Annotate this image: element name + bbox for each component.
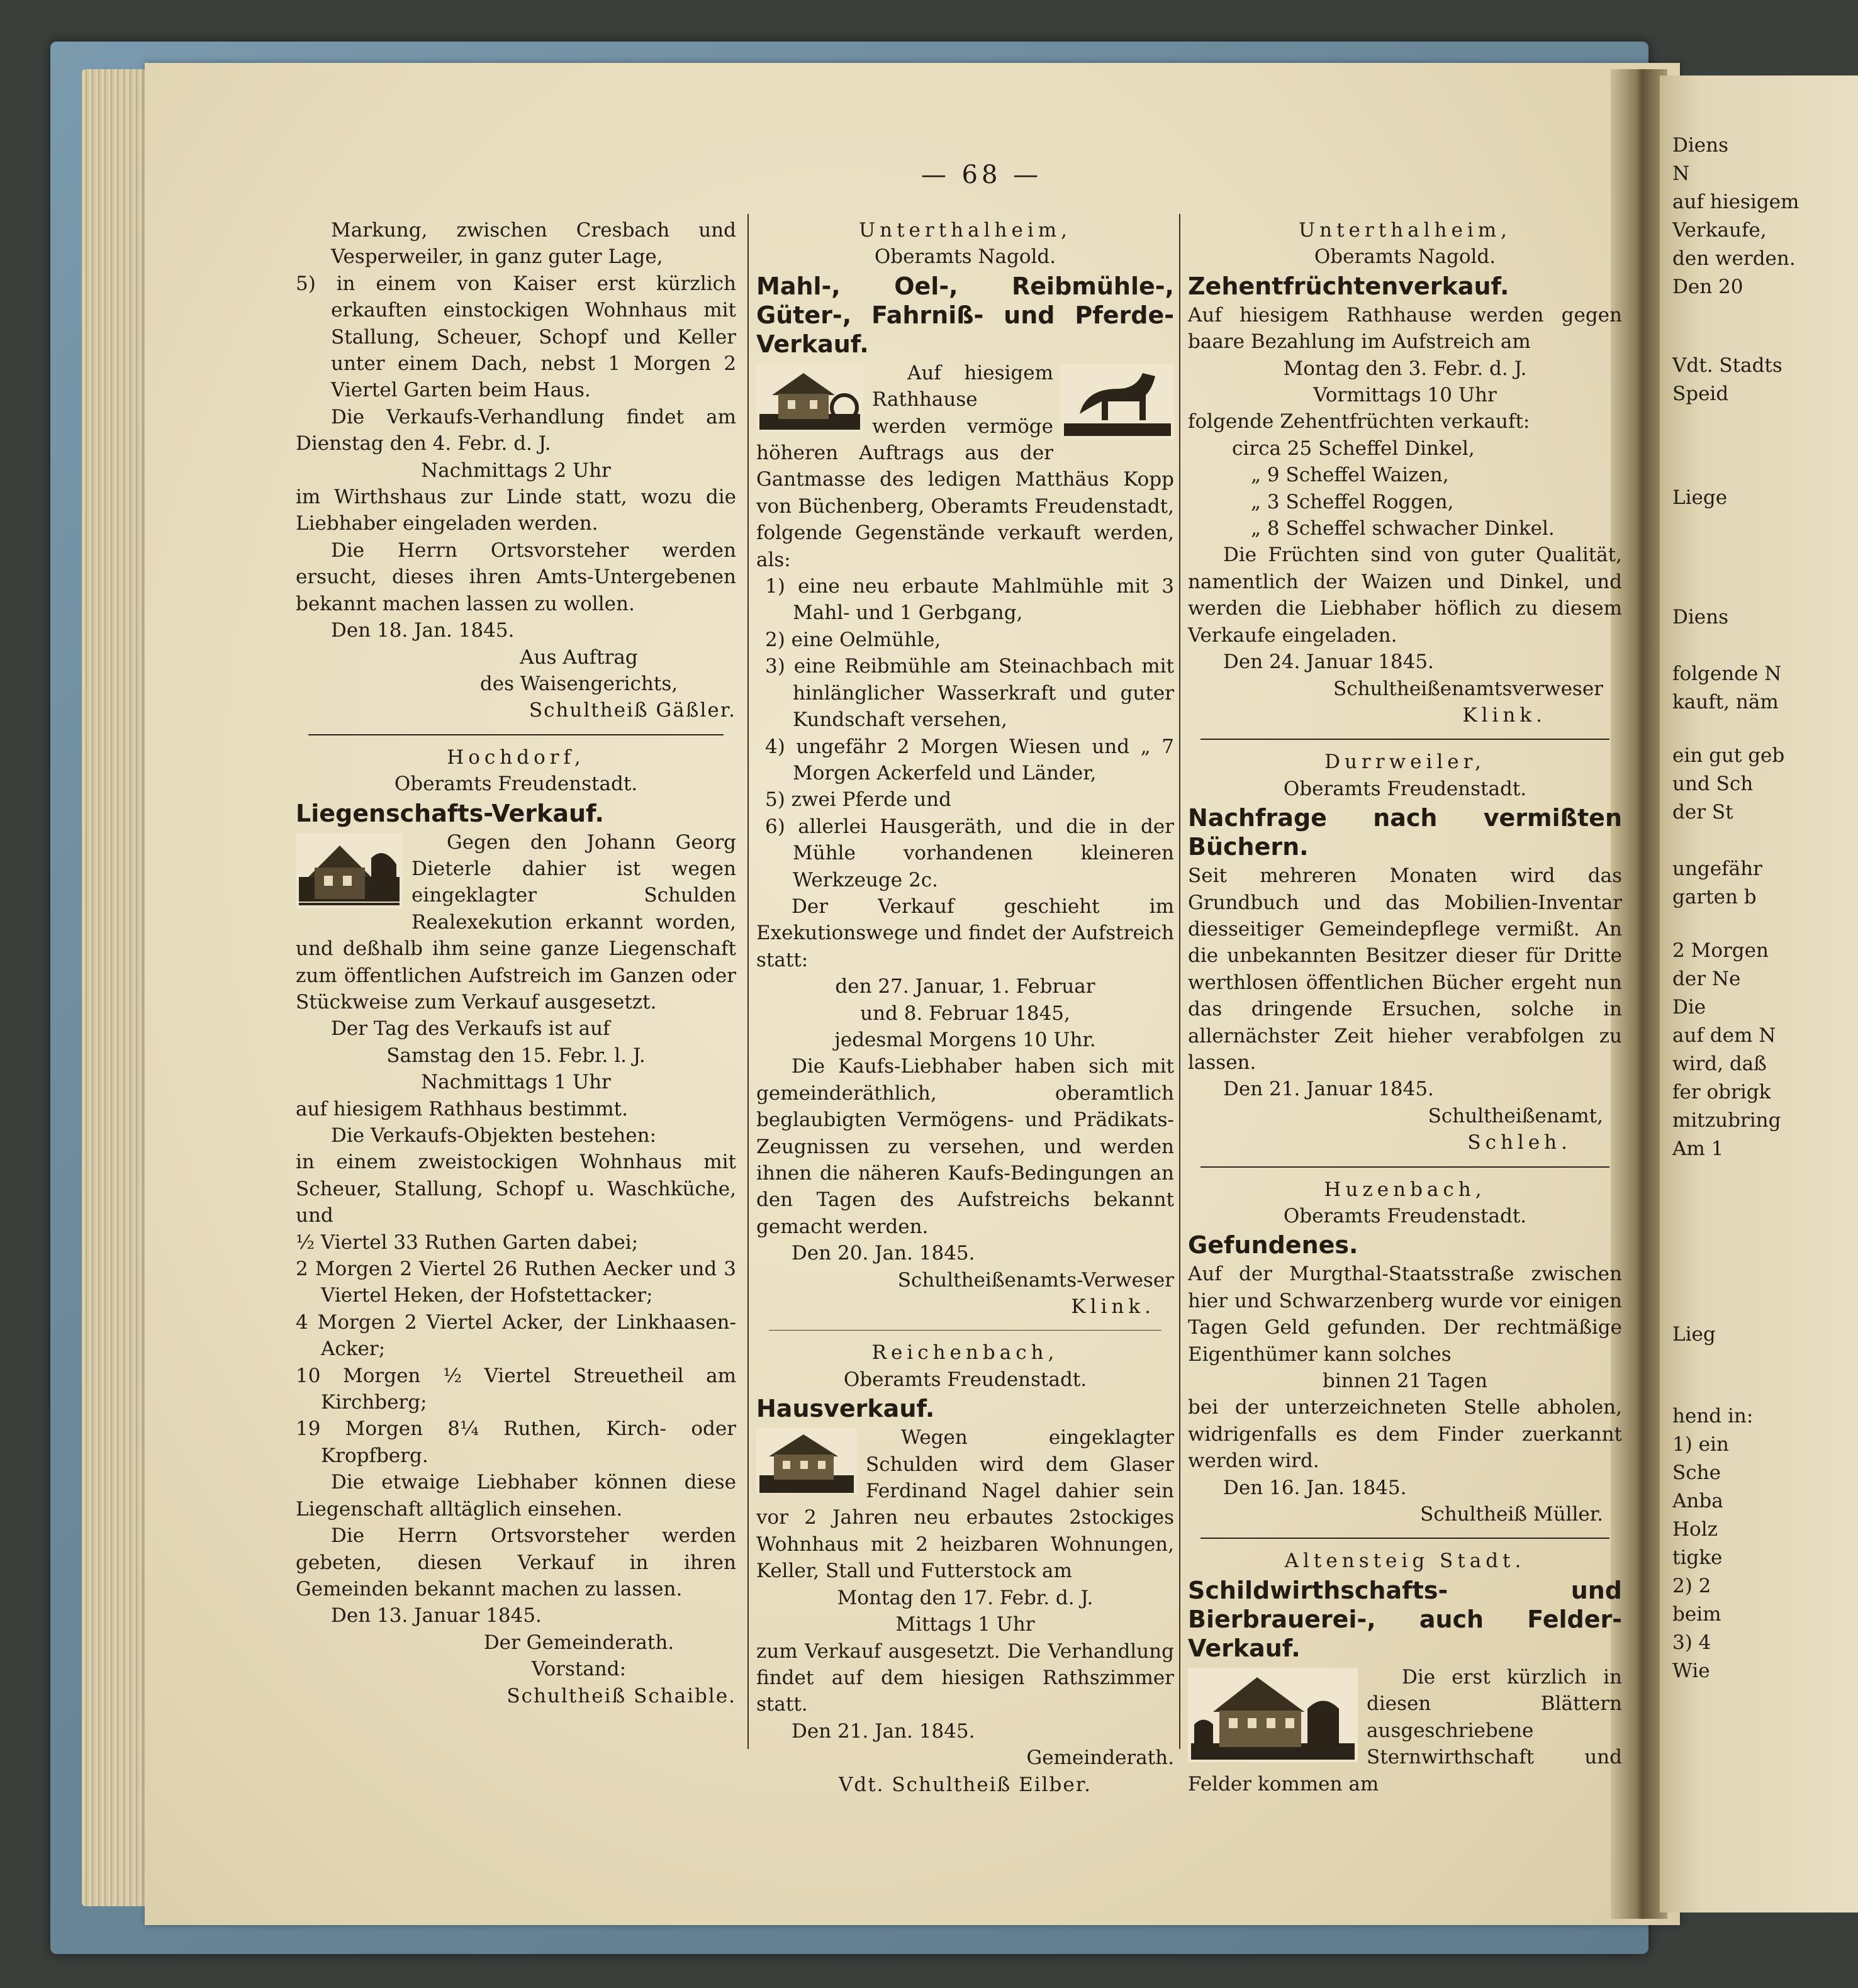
signature-line: Schultheißenamt, <box>1428 1104 1603 1127</box>
list-item: 5) zwei Pferde und <box>765 788 951 812</box>
list-item: circa 25 Scheffel Dinkel, <box>1232 437 1475 460</box>
list-item: 1) eine neu erbaute Mahlmühle mit 3 Mahl- und 1 Gerbgang, <box>765 575 1174 625</box>
text-line: Gegen den Johann Georg Dieterle dahier ist wegen eingeklagter Schulden Realexekution erkannt worden, und deßhalb ihm seine ganze Liegenschaft zum öffentlichen Aufstreich im Ganzen oder Stückweise zum Verkauf ausgesetzt. <box>296 830 736 1014</box>
next-page-fragment: auf dem N <box>1672 1024 1776 1047</box>
text-line: Auf hiesigem Rathhause werden gegen baare Bezahlung im Aufstreich am <box>1188 303 1622 354</box>
text-line: Die Kaufs-Liebhaber haben sich mit gemeinderäthlich, oberamtlich beglaubigten Vermögens- und Prädikats-Zeugnissen zu versehen, und werden ihnen die näheren Kaufs-Bedingungen an den Tagen des Aufstreichs bekannt gemacht werden. <box>756 1055 1174 1238</box>
ad-amt: Oberamts Nagold. <box>1314 245 1496 269</box>
text-line: Auf hiesigem Rathhause werden vermöge höheren Auftrags aus der Gantmasse des ledigen Matthäus Kopp von Büchenberg, Oberamts Freudenstadt, folgende Gegenstände verkauft werden, als: <box>756 361 1174 571</box>
ad-place: Reichenbach, <box>871 1341 1059 1365</box>
signature-line: Schultheißenamtsverweser <box>1333 677 1603 700</box>
next-page-fragment: Speid <box>1672 383 1729 405</box>
text-line: Vormittags 10 Uhr <box>1313 384 1497 407</box>
text-line: Montag den 3. Febr. d. J. <box>1283 357 1527 380</box>
next-page-fragment: den werden. <box>1672 247 1796 270</box>
ad-place: Unterthalheim, <box>858 219 1072 242</box>
text-line: Nachmittags 1 Uhr <box>421 1071 611 1094</box>
next-page-fragment: Diens <box>1672 134 1728 157</box>
ad-title: Liegenschafts-Verkauf. <box>296 799 604 827</box>
signature-name: Schultheiß Gäßler. <box>529 699 736 722</box>
text-line: Auf der Murgthal-Staatsstraße zwischen hier und Schwarzenberg wurde vor einigen Tagen Geld gefunden. Der rechtmäßige Eigenthümer kann solches <box>1188 1263 1622 1366</box>
next-page-fragment: Vdt. Stadts <box>1672 354 1782 377</box>
next-page-fragment: Diens <box>1672 606 1728 628</box>
ad-amt: Oberamts Freudenstadt. <box>1283 1205 1527 1227</box>
ad-title: Gefundenes. <box>1188 1231 1358 1259</box>
next-page-fragment: der Ne <box>1672 968 1741 990</box>
text-line: auf hiesigem Rathhaus bestimmt. <box>296 1097 628 1120</box>
ad-separator <box>1200 739 1609 740</box>
column-left <box>296 217 736 1709</box>
next-page-fragment: Am 1 <box>1672 1137 1724 1160</box>
woodcut-mill-icon <box>756 364 863 433</box>
next-page-fragment: Anba <box>1672 1490 1723 1512</box>
next-page-fragment: N <box>1672 162 1690 185</box>
signature-name: Schultheiß Schaible. <box>506 1684 736 1707</box>
ad-separator <box>308 734 724 735</box>
next-page-fragment: tigke <box>1672 1546 1723 1569</box>
next-page-fragment: wird, daß <box>1672 1053 1767 1075</box>
next-page-fragment: Sche <box>1672 1461 1721 1484</box>
ad-separator <box>1200 1538 1609 1539</box>
woodcut-horse-icon <box>1061 364 1174 439</box>
text-line: bei der unterzeichneten Stelle abholen, widrigenfalls es dem Finder zuerkannt werden wird. <box>1188 1396 1622 1473</box>
date-line: Den 16. Jan. 1845. <box>1223 1476 1407 1499</box>
column-right <box>1188 217 1622 1797</box>
text-line: Wegen eingeklagter Schulden wird dem Glaser Ferdinand Nagel dahier sein vor 2 Jahren neu erbautes 2stockiges Wohnhaus mit 2 heizbaren Wohnungen, Keller, Stall und Futterstock am <box>756 1426 1174 1583</box>
ad-title: Schildwirthschafts- und Bierbrauerei-, auch Felder-Verkauf. <box>1188 1576 1622 1662</box>
page-number: — 68 — <box>921 160 1043 189</box>
date-line: Den 20. Jan. 1845. <box>792 1242 975 1265</box>
signature-name: Vdt. Schultheiß Eilber. <box>838 1773 1092 1796</box>
next-page-fragment: und Sch <box>1672 773 1754 795</box>
ad-separator <box>1200 1166 1609 1168</box>
date-line: Den 24. Januar 1845. <box>1223 651 1434 674</box>
next-page-fragment: kauft, näm <box>1672 691 1779 713</box>
next-page-fragment: beim <box>1672 1603 1721 1626</box>
text-line: in einem zweistockigen Wohnhaus mit Scheuer, Stallung, Schopf u. Waschküche, und <box>296 1151 736 1227</box>
next-page-fragment: Die <box>1672 996 1706 1019</box>
next-page-fragment: 2) 2 <box>1672 1575 1711 1597</box>
next-page-fragment: Lieg <box>1672 1323 1716 1346</box>
ad-place: Altensteig Stadt. <box>1284 1550 1526 1573</box>
next-page-fragment: Holz <box>1672 1518 1718 1541</box>
signature-name: Schultheiß Müller. <box>1420 1503 1603 1526</box>
text-line: binnen 21 Tagen <box>1322 1370 1488 1393</box>
list-item: 2 Morgen 2 Viertel 26 Ruthen Aecker und 3 Viertel Heken, der Hofstettacker; <box>296 1258 736 1307</box>
list-item: 4 Morgen 2 Viertel Acker, der Linkhaasen-Acker; <box>296 1310 736 1361</box>
text-line: Markung, zwischen Cresbach und Vesperweiler, in ganz guter Lage, <box>331 219 736 269</box>
ad-place: Hochdorf, <box>447 746 585 769</box>
date-line: Den 21. Januar 1845. <box>1223 1078 1434 1101</box>
ad-place: Durrweiler, <box>1324 751 1486 774</box>
list-item: 6) allerlei Hausgeräth, und die in der Mühle vorhandenen kleineren Werkzeuge 2c. <box>765 815 1174 891</box>
signature-name: Klink. <box>1071 1295 1155 1319</box>
date-line: Den 18. Jan. 1845. <box>331 619 515 642</box>
next-page-fragment: Den 20 <box>1672 276 1743 298</box>
text-line: 5) in einem von Kaiser erst kürzlich erkauften einstockigen Wohnhaus mit Stallung, Scheuer, Schopf und Keller unter einem Dach, nebst 1 Morgen 2 Viertel Garten beim Haus. <box>296 272 736 402</box>
ad-amt: Oberamts Freudenstadt. <box>394 773 638 796</box>
list-item: 3) eine Reibmühle am Steinachbach mit hinlänglicher Wasserkraft und guter Kundschaft versehen, <box>765 655 1174 732</box>
signature-line: des Waisengerichts, <box>479 672 678 695</box>
text-line: im Wirthshaus zur Linde statt, wozu die Liebhaber eingeladen werden. <box>296 486 736 535</box>
text-line: Der Verkauf geschieht im Exekutionswege und findet der Aufstreich statt: <box>756 895 1174 971</box>
text-line: Die Herrn Ortsvorsteher werden gebeten, diesen Verkauf in ihren Gemeinden bekannt machen zu lassen. <box>296 1524 736 1600</box>
signature-name: Klink. <box>1462 703 1547 727</box>
text-line: jedesmal Morgens 10 Uhr. <box>834 1028 1096 1051</box>
column-rule-2 <box>1179 214 1180 1749</box>
column-middle <box>756 217 1174 1798</box>
text-line: folgende Zehentfrüchten verkauft: <box>1188 410 1530 433</box>
text-line: Die Früchten sind von guter Qualität, namentlich der Waizen und Dinkel, und werden die Liebhaber höflich zu diesem Verkaufe eingeladen. <box>1188 544 1622 647</box>
text-line: Die Verkaufs-Objekten bestehen: <box>331 1124 657 1147</box>
woodcut-inn-icon <box>1188 1668 1358 1762</box>
date-line: Den 21. Jan. 1845. <box>792 1719 975 1743</box>
ad-separator <box>769 1330 1161 1331</box>
column-rule-1 <box>747 214 749 1749</box>
ad-amt: Oberamts Freudenstadt. <box>1283 777 1527 800</box>
woodcut-house-icon <box>756 1428 857 1494</box>
next-page-fragment: 2 Morgen <box>1672 939 1769 962</box>
signature-name: Schleh. <box>1467 1131 1572 1154</box>
signature-line: Vorstand: <box>531 1658 627 1681</box>
text-line: Seit mehreren Monaten wird das Grundbuch und das Mobilien-Inventar diesseitiger Gemeindepflege vermißt. An die unbekannten Besitzer dieser für Dritte werthlosen öffentlichen Bücher ergeht nun das dringende Ersuchen, solche in allernächster Zeit hieher verabfolgen zu lassen. <box>1188 864 1622 1074</box>
text-line: Samstag den 15. Febr. l. J. <box>386 1044 646 1067</box>
woodcut-building-icon <box>296 833 403 908</box>
next-page-fragment: 1) ein <box>1672 1433 1729 1456</box>
list-item: „ 9 Scheffel Waizen, <box>1251 464 1449 487</box>
signature-line: Gemeinderath. <box>1026 1746 1174 1770</box>
signature-line: Schultheißenamts-Verweser <box>897 1268 1174 1292</box>
ad-title: Hausverkauf. <box>756 1395 935 1423</box>
next-page-fragment: Verkaufe, <box>1672 219 1767 242</box>
text-line: den 27. Januar, 1. Februar <box>835 975 1095 998</box>
list-item: 4) ungefähr 2 Morgen Wiesen und „ 7 Morgen Ackerfeld und Länder, <box>765 735 1174 785</box>
text-line: Der Tag des Verkaufs ist auf <box>331 1017 610 1041</box>
next-page-fragment: auf hiesigem <box>1672 191 1799 213</box>
list-item: 2) eine Oelmühle, <box>765 628 941 651</box>
next-page-fragment: ungefähr <box>1672 857 1762 880</box>
next-page-fragment: mitzubring <box>1672 1109 1781 1132</box>
ad-title: Zehentfrüchtenverkauf. <box>1188 272 1509 300</box>
next-page-fragment: 3) 4 <box>1672 1631 1711 1654</box>
text-line: Die Verkaufs-Verhandlung findet am Dienstag den 4. Febr. d. J. <box>296 405 736 455</box>
ad-title: Nachfrage nach vermißten Büchern. <box>1188 804 1622 861</box>
ad-place: Unterthalheim, <box>1298 219 1511 242</box>
text-line: Mittags 1 Uhr <box>895 1613 1035 1636</box>
text-line: Die erst kürzlich in diesen Blättern ausgeschriebene Sternwirthschaft und Felder kommen am <box>1188 1665 1622 1795</box>
signature-line: Aus Auftrag <box>520 645 638 669</box>
list-item: 19 Morgen 8¼ Ruthen, Kirch- oder Kropfberg. <box>296 1417 736 1467</box>
list-item: 10 Morgen ½ Viertel Streuetheil am Kirchberg; <box>296 1364 736 1414</box>
list-item: „ 3 Scheffel Roggen, <box>1251 490 1454 513</box>
text-line: zum Verkauf ausgesetzt. Die Verhandlung findet auf dem hiesigen Rathszimmer statt. <box>756 1639 1174 1716</box>
next-page-fragment: garten b <box>1672 886 1757 908</box>
text-line: Montag den 17. Febr. d. J. <box>837 1586 1094 1609</box>
next-page-fragment: fer obrigk <box>1672 1081 1771 1103</box>
next-page-edge <box>1660 75 1858 1913</box>
list-item: „ 8 Scheffel schwacher Dinkel. <box>1251 517 1555 540</box>
text-line: Die etwaige Liebhaber können diese Liegenschaft alltäglich einsehen. <box>296 1471 736 1521</box>
next-page-fragment: Liege <box>1672 486 1728 509</box>
ad-place: Huzenbach, <box>1324 1178 1486 1201</box>
next-page-fragment: folgende N <box>1672 662 1782 685</box>
signature-line: Der Gemeinderath. <box>483 1631 674 1654</box>
text-line: Die Herrn Ortsvorsteher werden ersucht, dieses ihren Amts-Untergebenen bekannt machen lassen zu wollen. <box>296 539 736 615</box>
date-line: Den 13. Januar 1845. <box>331 1604 542 1628</box>
ad-amt: Oberamts Freudenstadt. <box>843 1368 1087 1391</box>
ad-amt: Oberamts Nagold. <box>874 245 1056 269</box>
text-line: Nachmittags 2 Uhr <box>421 459 611 482</box>
next-page-fragment: Wie <box>1672 1660 1710 1682</box>
next-page-fragment: ein gut geb <box>1672 744 1785 767</box>
list-item: ½ Viertel 33 Ruthen Garten dabei; <box>296 1231 639 1254</box>
ad-title: Mahl-, Oel-, Reibmühle-, Güter-, Fahrniß- und Pferde-Verkauf. <box>756 272 1174 358</box>
next-page-fragment: der St <box>1672 801 1733 824</box>
text-line: und 8. Februar 1845, <box>860 1002 1070 1025</box>
next-page-fragment: hend in: <box>1672 1405 1754 1427</box>
